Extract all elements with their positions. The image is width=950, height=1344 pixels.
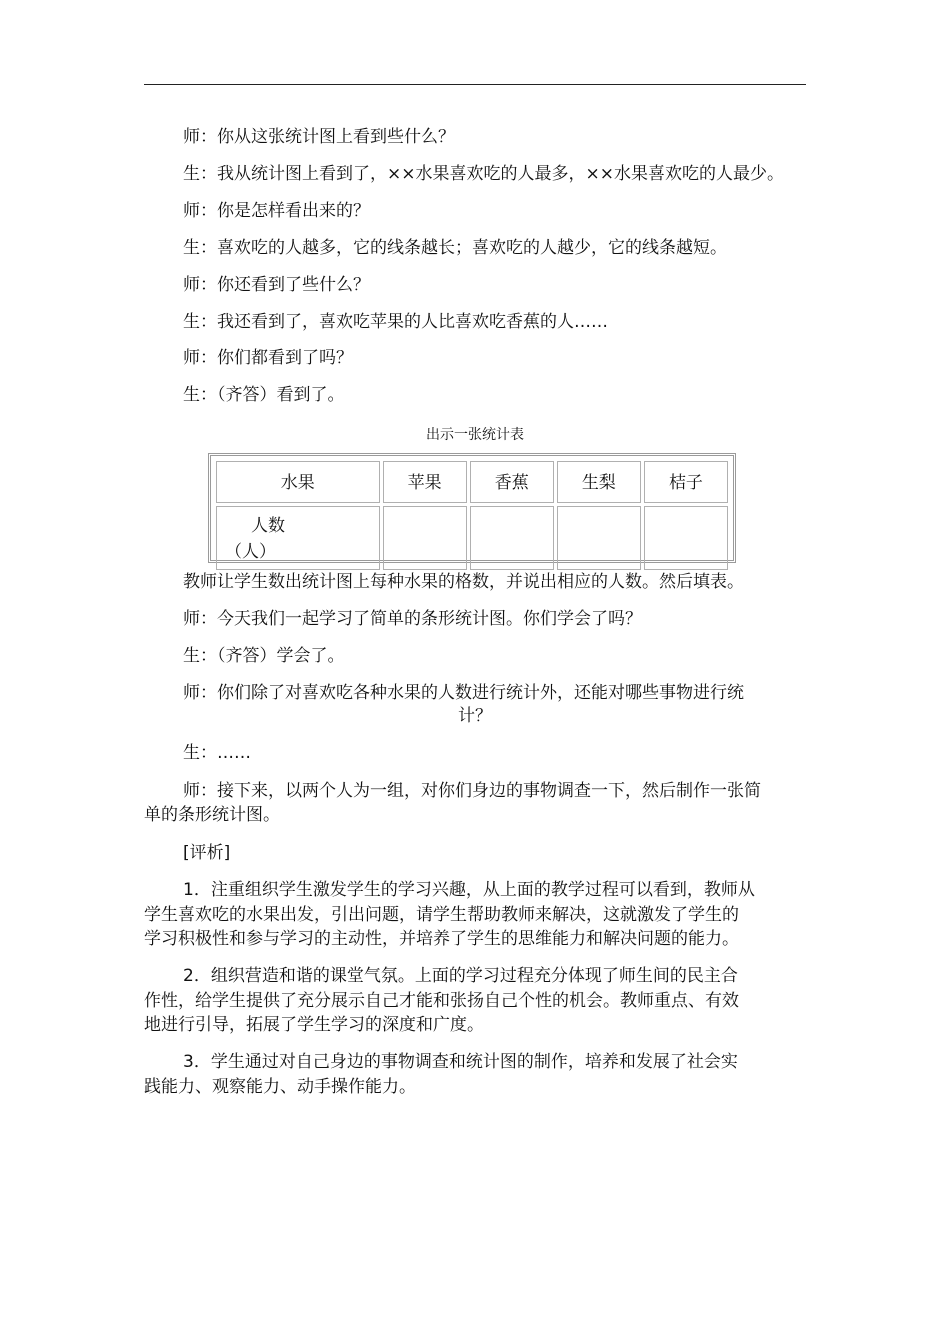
table-empty-cell: [644, 506, 728, 570]
dialogue-line: 生：我还看到了，喜欢吃苹果的人比喜欢吃香蕉的人……: [183, 312, 608, 332]
body-line: 师：接下来，以两个人为一组，对你们身边的事物调查一下，然后制作一张简: [183, 781, 761, 801]
dialogue-line: 生：喜欢吃的人越多，它的线条越长；喜欢吃的人越少，它的线条越短。: [183, 238, 727, 258]
table-empty-cell: [470, 506, 554, 570]
dialogue-line: 生：我从统计图上看到了，××水果喜欢吃的人最多，××水果喜欢吃的人最少。: [183, 164, 784, 184]
table-caption: 出示一张统计表: [426, 427, 524, 443]
dialogue-line: 生：（齐答）看到了。: [183, 385, 345, 405]
dialogue-line: 师：你还看到了些什么？: [183, 275, 370, 295]
body-line: 教师让学生数出统计图上每种水果的格数，并说出相应的人数。然后填表。: [183, 572, 744, 592]
table-header-cell: 香蕉: [470, 461, 554, 503]
body-line: 1．注重组织学生激发学生的学习兴趣，从上面的教学过程可以看到，教师从: [183, 880, 755, 900]
body-line: 生：……: [183, 743, 251, 763]
body-line: 单的条形统计图。: [144, 805, 280, 825]
table-header-cell: 桔子: [644, 461, 728, 503]
body-line: 践能力、观察能力、动手操作能力。: [144, 1077, 416, 1097]
body-line: 师：今天我们一起学习了简单的条形统计图。你们学会了吗？: [183, 609, 642, 629]
body-line: 作性，给学生提供了充分展示自己才能和张扬自己个性的机会。教师重点、有效: [144, 991, 739, 1011]
row-label-count: 人数: [251, 516, 285, 536]
table-row-label: [216, 506, 380, 570]
body-line: 生：（齐答）学会了。: [183, 646, 345, 666]
table-empty-cell: [383, 506, 467, 570]
body-line: 学生喜欢吃的水果出发，引出问题，请学生帮助教师来解决，这就激发了学生的: [144, 905, 739, 925]
row-label-unit: （人）: [225, 542, 276, 562]
body-line: 2．组织营造和谐的课堂气氛。上面的学习过程充分体现了师生间的民主合: [183, 966, 738, 986]
body-line: 计？: [458, 706, 492, 726]
dialogue-line: 师：你是怎样看出来的？: [183, 201, 370, 221]
dialogue-line: 师：你们都看到了吗？: [183, 348, 353, 368]
header-rule: [144, 84, 806, 85]
body-line: 地进行引导，拓展了学生学习的深度和广度。: [144, 1015, 484, 1035]
dialogue-line: 师：你从这张统计图上看到些什么？: [183, 127, 455, 147]
section-heading: [评析]: [183, 843, 231, 863]
body-line: 学习积极性和参与学习的主动性，并培养了学生的思维能力和解决问题的能力。: [144, 929, 739, 949]
table-header-cell: 苹果: [383, 461, 467, 503]
statistics-table: [208, 453, 736, 563]
table-header-cell: 生梨: [557, 461, 641, 503]
body-line: 3．学生通过对自己身边的事物调查和统计图的制作，培养和发展了社会实: [183, 1052, 738, 1072]
table-header-cell: 水果: [216, 461, 380, 503]
table-empty-cell: [557, 506, 641, 570]
body-line: 师：你们除了对喜欢吃各种水果的人数进行统计外，还能对哪些事物进行统: [183, 683, 744, 703]
